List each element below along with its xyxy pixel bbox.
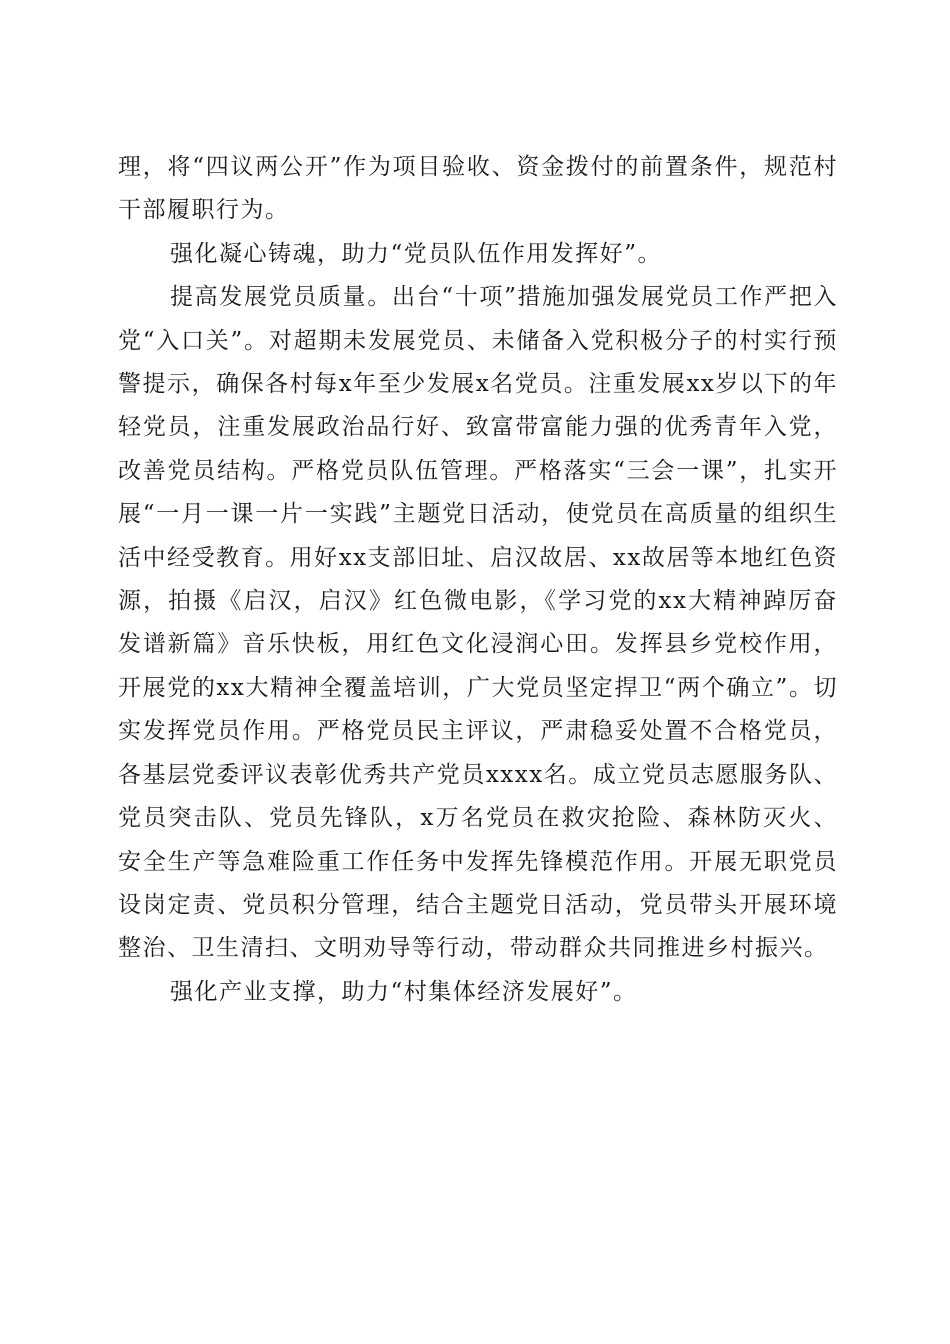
paragraph-party-member-quality: 提高发展党员质量。出台“十项”措施加强发展党员工作严把入党“入口关”。对超期未发展党员、未储备入党积极分子的村实行预警提示，确保各村每x年至少发展x名党员。注重发展xx岁以下的年轻党员，注重发展政治品行好、致富带富能力强的优秀青年入党，改善党员结构。严格党员队伍管理。严格落实“三会一课”，扎实开展“一月一课一片一实践”主题党日活动，使党员在高质量的组织生活中经受教育。用好xx支部旧址、启汉故居、xx故居等本地红色资源，拍摄《启汉，启汉》红色微电影，《学习党的xx大精神踔厉奋发谱新篇》音乐快板，用红色文化浸润心田。发挥县乡党校作用，开展党的xx大精神全覆盖培训，广大党员坚定捍卫“两个确立”。切实发挥党员作用。严格党员民主评议，严肃稳妥处置不合格党员，各基层党委评议表彰优秀共产党员xxxx名。成立党员志愿服务队、党员突击队、党员先锋队，x万名党员在救灾抢险、森林防灭火、安全生产等急难险重工作任务中发挥先锋模范作用。开展无职党员设岗定责、党员积分管理，结合主题党日活动，党员带头开展环境整治、卫生清扫、文明劝导等行动，带动群众共同推进乡村振兴。	[118, 284, 838, 962]
section-heading-party-members: 强化凝心铸魂，助力“党员队伍作用发挥好”。	[170, 240, 663, 267]
paragraph-continuation: 理，将“四议两公开”作为项目验收、资金拨付的前置条件，规范村干部履职行为。	[118, 154, 838, 224]
section-heading-industry-support: 强化产业支撑，助力“村集体经济发展好”。	[170, 978, 638, 1005]
document-body	[118, 146, 838, 1014]
